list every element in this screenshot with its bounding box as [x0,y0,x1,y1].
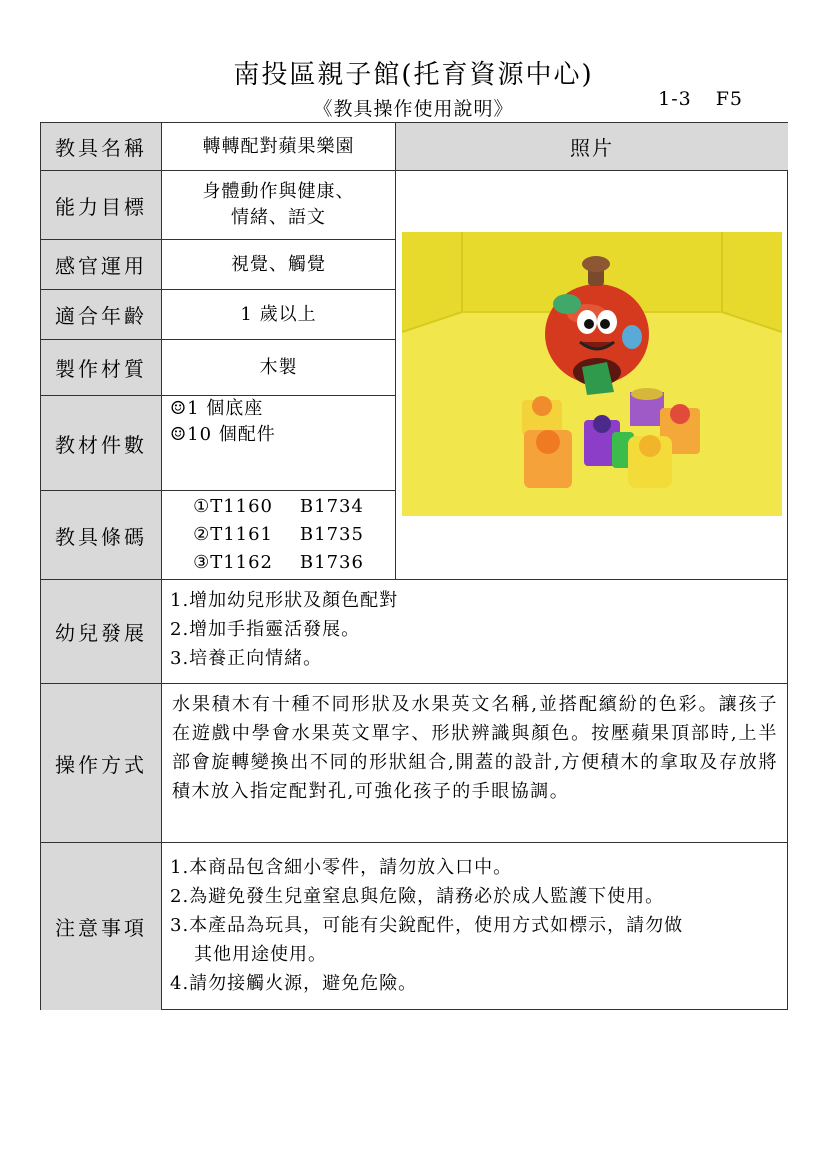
age-value: 1 歲以上 [162,290,396,340]
product-photo [402,232,782,516]
notes-item-3: 3.本產品為玩具，可能有尖銳配件，使用方式如標示，請勿做 [170,915,684,936]
development-list [162,580,788,684]
barcode-line-1: ①T1160 B1734 [193,496,364,517]
operation-label: 操作方式 [41,684,162,843]
operation-text: 水果積木有十種不同形狀及水果英文名稱,並搭配繽紛的色彩。讓孩子在遊戲中學會水果英文單字、形狀辨識與顏色。按壓蘋果頂部時,上半部會旋轉變換出不同的形狀組合,開蓋的設計,方便積木的拿取及存放將積木放入指定配對孔,可強化孩子的手眼協調。 [162,684,788,843]
notes-item-3-cont: 其他用途使用。 [194,944,327,965]
count-line-2: ☺10 個配件 [170,424,276,445]
page-title: 南投區親子館(托育資源中心) [233,60,594,90]
ability-line-1: 身體動作與健康、 [202,181,355,202]
development-item-2: 2.增加手指靈活發展。 [170,619,361,640]
ability-label: 能力目標 [41,171,162,240]
count-label: 教材件數 [41,396,162,491]
notes-item-1: 1.本商品包含細小零件，請勿放入口中。 [170,857,513,878]
name-label: 教具名稱 [41,123,162,171]
count-line-1: ☺1 個底座 [170,398,264,419]
age-label: 適合年齡 [41,290,162,340]
code-b: F5 [715,88,743,110]
barcode-line-2: ②T1161 B1735 [193,524,364,545]
count-value [162,396,396,491]
page-subtitle: 《教具操作使用說明》 [313,98,514,120]
notes-label: 注意事項 [41,843,162,1010]
notes-item-4: 4.請勿接觸火源，避免危險。 [170,973,418,994]
barcode-line-3: ③T1162 B1736 [193,552,364,573]
name-value: 轉轉配對蘋果樂園 [162,123,396,171]
material-label: 製作材質 [41,340,162,396]
development-item-1: 1.增加幼兒形狀及顏色配對 [170,590,399,611]
notes-item-2: 2.為避免發生兒童窒息與危險，請務必於成人監護下使用。 [170,886,665,907]
senses-value: 視覺、觸覺 [162,240,396,290]
ability-value [162,171,396,240]
ability-line-2: 情緒、語文 [231,207,326,228]
photo-label: 照片 [396,123,788,171]
barcode-value [162,491,396,580]
code-a: 1-3 [658,88,692,110]
development-item-3: 3.培養正向情緒。 [170,648,323,669]
barcode-label: 教具條碼 [41,491,162,580]
development-label: 幼兒發展 [41,580,162,684]
material-value: 木製 [162,340,396,396]
notes-list [162,843,788,1010]
senses-label: 感官運用 [41,240,162,290]
document-code [634,88,743,110]
apple-toy-illustration [402,232,782,516]
